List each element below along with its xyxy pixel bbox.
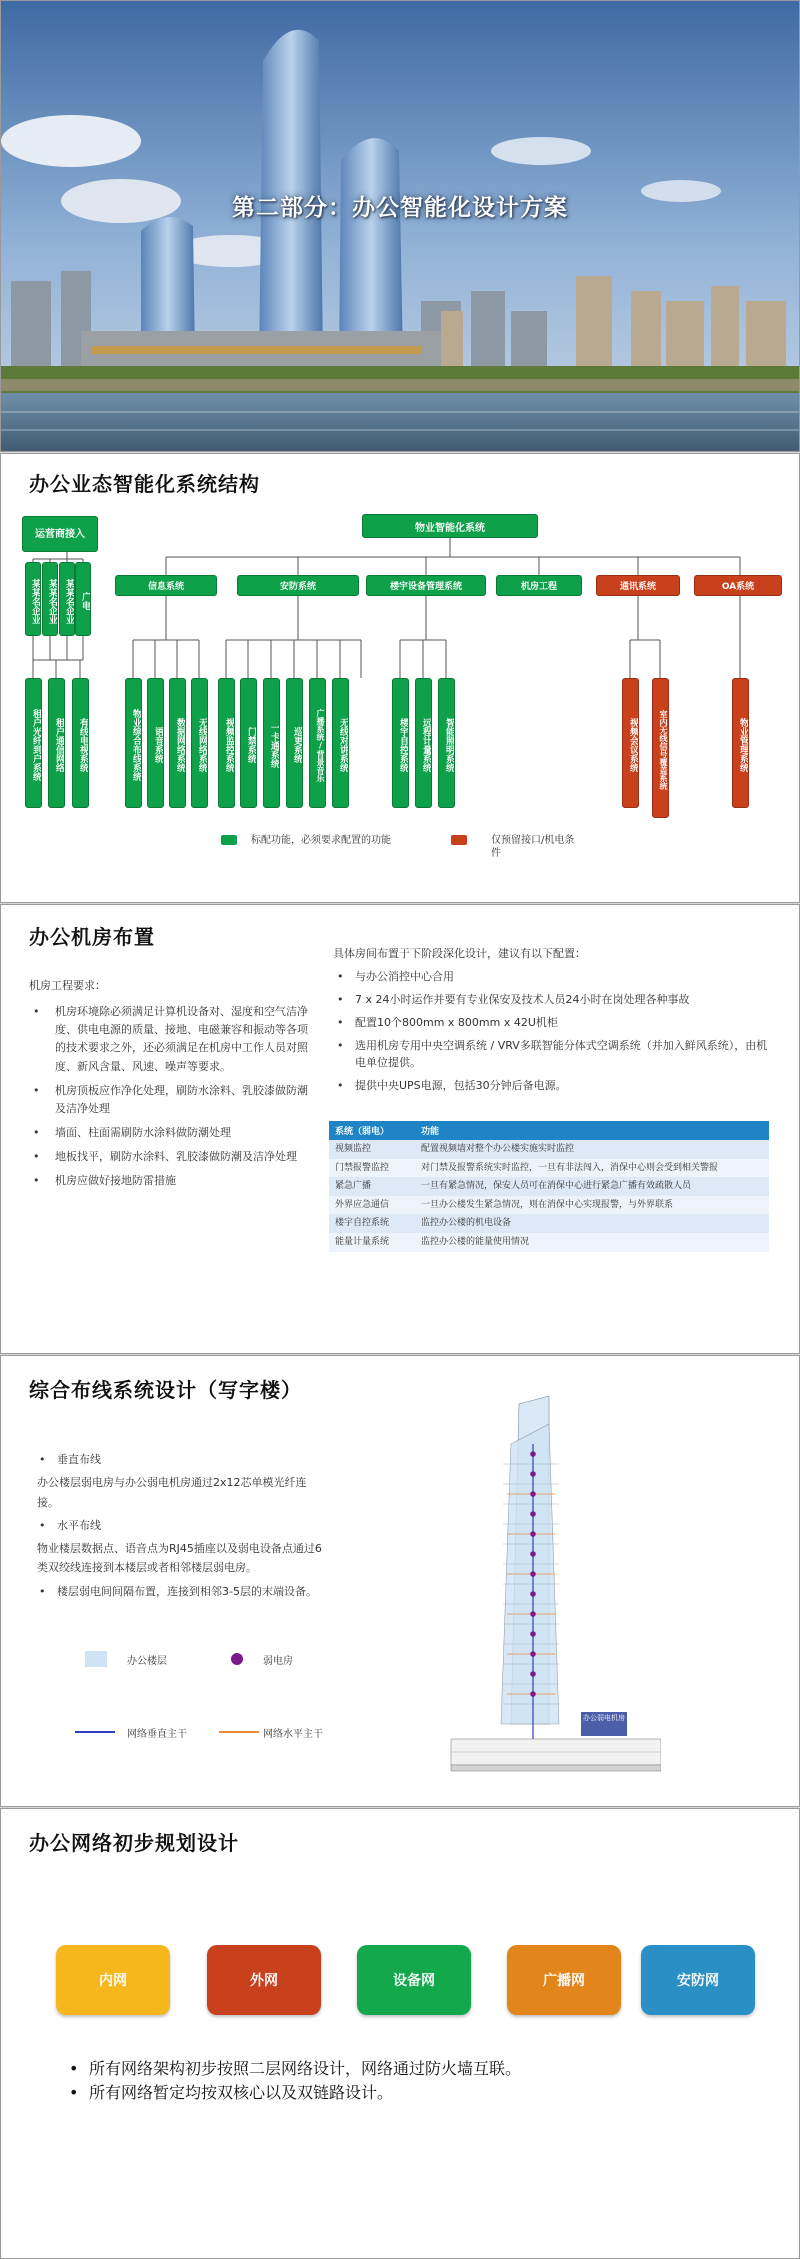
requirement-item: • 机房应做好接地防雷措施: [29, 1172, 309, 1190]
subsystem-metering: 远程计量系统: [415, 678, 432, 808]
config-item: • 选用机房专用中央空调系统 / VRV多联智能分体式空调系统（并加入鲜风系统），由机电单位提供。: [333, 1037, 773, 1071]
table-cell: 一旦办公楼发生紧急情况，则在消保中心实现报警，与外界联系: [415, 1196, 769, 1215]
cabling-heading: • 水平布线: [37, 1516, 327, 1535]
subsystem-indoor-coverage: 室内无线信号覆盖系统: [652, 678, 669, 818]
category-bms-system: 楼宇设备管理系统: [366, 575, 486, 596]
root-node: 物业智能化系统: [362, 514, 538, 538]
table-cell: 配置视频墙对整个办公楼实施实时监控: [415, 1140, 769, 1159]
fttx-system: 租户光纤到户系统: [25, 678, 42, 808]
subsystem-intercom: 无线对讲系统: [332, 678, 349, 808]
config-intro: 具体房间布置于下阶段深化设计，建议有以下配置：: [333, 947, 586, 960]
net-box-intranet: 内网: [56, 1945, 170, 2015]
subsystem-access-control: 门禁系统: [240, 678, 257, 808]
category-communication-system: 通讯系统: [596, 575, 680, 596]
operator-item: 某某名企业: [59, 562, 75, 636]
cabling-title: 综合布线系统设计（写字楼）: [29, 1378, 302, 1402]
config-item: • 提供中央UPS电源，包括30分钟后备电源。: [333, 1077, 773, 1094]
subsystem-property-management: 物业管理系统: [732, 678, 749, 808]
machine-room-title: 办公机房布置: [29, 925, 155, 949]
net-box-extranet: 外网: [207, 1945, 321, 2015]
net-box-security: 安防网: [641, 1945, 755, 2015]
table-cell: 一旦有紧急情况，保安人员可在消保中心进行紧急广播有效疏散人员: [415, 1177, 769, 1196]
requirement-item: • 墙面、柱面需刷防水涂料做防潮处理: [29, 1124, 309, 1142]
subsystem-patrol: 巡更系统: [286, 678, 303, 808]
legend-floor-label: 办公楼层: [127, 1656, 167, 1667]
legend-horizontal-label: 网络水平主干: [263, 1729, 323, 1740]
table-cell: 楼宇自控系统: [329, 1214, 415, 1233]
subsystem-bas: 楼宇自控系统: [392, 678, 409, 808]
legend-green-swatch: [221, 835, 237, 845]
net-box-broadcast: 广播网: [507, 1945, 621, 2015]
table-row: [329, 1214, 769, 1233]
table-header-row: [329, 1121, 769, 1140]
requirement-item: • 地板找平，刷防水涂料、乳胶漆做防潮及洁净处理: [29, 1148, 309, 1166]
diagram-room-label: 办公弱电机房: [583, 1714, 625, 1722]
subsystem-broadcast: 广播系统/背景音乐: [309, 678, 326, 808]
table-cell: 紧急广播: [329, 1177, 415, 1196]
table-cell: 视频监控: [329, 1140, 415, 1159]
requirement-item: • 机房环境除必须满足计算机设备对、湿度和空气洁净度、供电电源的质量、接地、电磁兼容和振动等各项的技术要求之外，还必须满足在机房中工作人员对照度、新风含量、风速、噪声等要求。: [29, 1003, 309, 1076]
config-item: • 与办公消控中心合用: [333, 968, 773, 985]
table-row: [329, 1159, 769, 1178]
legend-red-label: 仅预留接口/机电条件: [491, 835, 575, 859]
table-header: 功能: [415, 1121, 769, 1140]
structure-title: 办公业态智能化系统结构: [29, 472, 260, 496]
subsystem-cabling: 物业综合布线系统: [125, 678, 142, 808]
legend-vertical-line: [75, 1731, 115, 1733]
structure-slide: [0, 453, 800, 903]
net-box-device: 设备网: [357, 1945, 471, 2015]
table-row: [329, 1196, 769, 1215]
network-title: 办公网络初步规划设计: [29, 1831, 239, 1855]
subsystem-cctv: 视频监控系统: [218, 678, 235, 808]
catv-system: 有线电视系统: [72, 678, 89, 808]
category-security-system: 安防系统: [237, 575, 359, 596]
config-item: • 配置10个800mm x 800mm x 42U机柜: [333, 1014, 773, 1031]
network-bullet: • 所有网络架构初步按照二层网络设计，网络通过防火墙互联。: [65, 2057, 521, 2081]
weak-current-table: [329, 1121, 769, 1252]
tenant-network: 租户通信网络: [48, 678, 65, 808]
cabling-slide: [0, 1355, 800, 1807]
legend-red-swatch: [451, 835, 467, 845]
operator-item: 广电: [75, 562, 91, 636]
table-cell: 对门禁及报警系统实时监控，一旦有非法闯入，消保中心则会受到相关警报: [415, 1159, 769, 1178]
requirement-item: • 机房顶板应作净化处理，刷防水涂料、乳胶漆做防潮及洁净处理: [29, 1082, 309, 1118]
network-bullet: • 所有网络暂定均按双核心以及双链路设计。: [65, 2081, 521, 2105]
legend-room-dot: [231, 1653, 243, 1665]
cabling-body: 物业楼层数据点、语音点为RJ45插座以及弱电设备点通过6类双绞线连接到本楼层或者相邻楼层弱电房。: [37, 1542, 322, 1575]
subsystem-data-network: 数据网络系统: [169, 678, 186, 808]
table-row: [329, 1177, 769, 1196]
table-cell: 监控办公楼的机电设备: [415, 1214, 769, 1233]
operator-header: 运营商接入: [22, 516, 98, 552]
requirements-subtitle: 机房工程要求：: [29, 979, 106, 992]
subsystem-voice: 语音系统: [147, 678, 164, 808]
table-row: [329, 1140, 769, 1159]
table-row: [329, 1233, 769, 1252]
table-cell: 能量计量系统: [329, 1233, 415, 1252]
subsystem-one-card: 一卡通系统: [263, 678, 280, 808]
legend-horizontal-line: [219, 1731, 259, 1733]
cabling-description: [37, 1450, 327, 1605]
subsystem-video-conference: 视频会议系统: [622, 678, 639, 808]
machine-room-config: [333, 945, 773, 1100]
legend-vertical-label: 网络垂直主干: [127, 1729, 187, 1740]
table-cell: 监控办公楼的能量使用情况: [415, 1233, 769, 1252]
cabling-body: 办公楼层弱电房与办公弱电机房通过2x12芯单模光纤连接。: [37, 1476, 307, 1509]
category-machine-room: 机房工程: [496, 575, 582, 596]
cabling-heading: • 楼层弱电间间隔布置，连接到相邻3-5层的末端设备。: [37, 1582, 327, 1601]
cover-title: 第二部分：办公智能化设计方案: [232, 195, 568, 221]
cabling-heading: • 垂直布线: [37, 1450, 327, 1469]
subsystem-wireless: 无线网络系统: [191, 678, 208, 808]
cover-slide: [0, 0, 800, 452]
subsystem-lighting: 智能照明系统: [438, 678, 455, 808]
table-header: 系统（弱电）: [329, 1121, 415, 1140]
config-item: • 7 x 24小时运作并要有专业保安及技术人员24小时在岗处理各种事故: [333, 991, 773, 1008]
network-slide: [0, 1808, 800, 2259]
operator-item: 某某名企业: [42, 562, 58, 636]
category-info-system: 信息系统: [115, 575, 217, 596]
legend-green-label: 标配功能，必须要求配置的功能: [251, 835, 391, 846]
machine-room-slide: [0, 904, 800, 1354]
table-cell: 外界应急通信: [329, 1196, 415, 1215]
operator-item: 某某名企业: [25, 562, 41, 636]
cover-skyline-image: [1, 1, 800, 452]
tower-section-diagram: [441, 1384, 661, 1794]
legend-room-label: 弱电房: [263, 1656, 293, 1667]
machine-room-requirements: [29, 977, 309, 1196]
category-oa-system: OA系统: [694, 575, 782, 596]
legend-floor-swatch: [85, 1651, 107, 1667]
network-bullets: [65, 2057, 521, 2105]
table-cell: 门禁报警监控: [329, 1159, 415, 1178]
